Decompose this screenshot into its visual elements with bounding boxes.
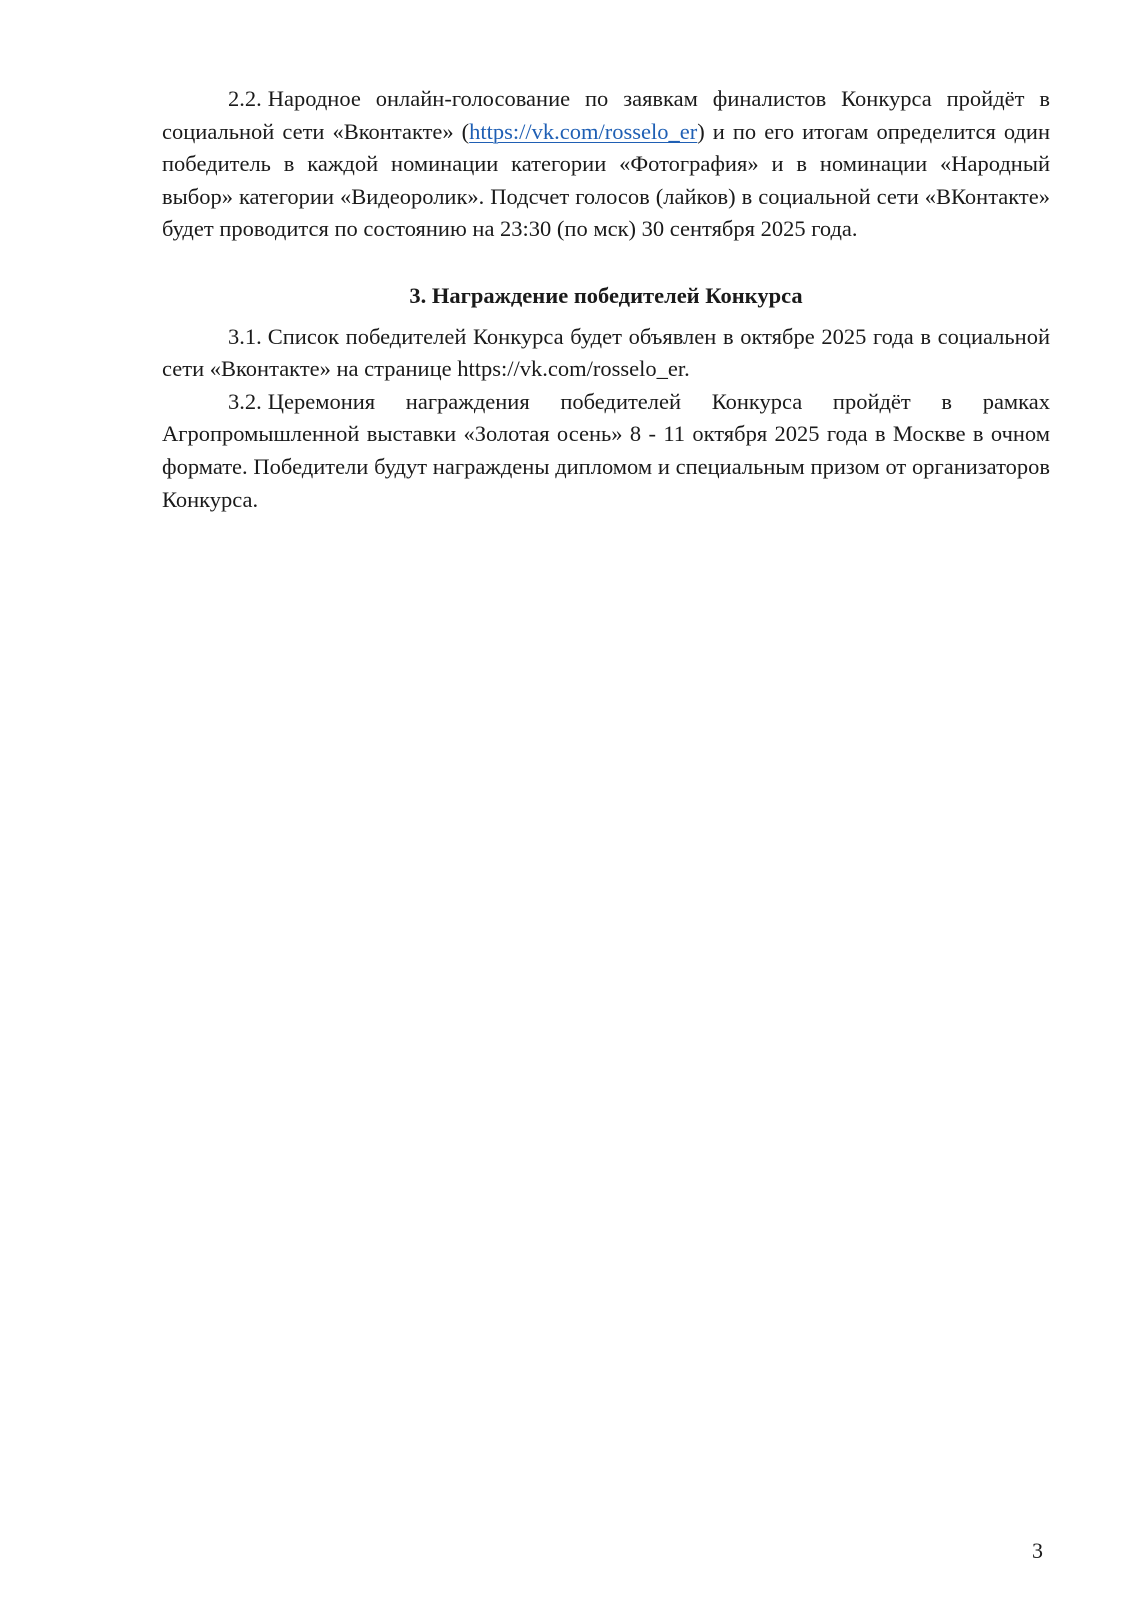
paragraph-2-2 xyxy=(162,83,1050,246)
paragraph-3-2 xyxy=(162,386,1050,516)
paragraph-text: Церемония награждения победителей Конкурса пройдёт в рамках Агропромышленной выставки «Золотая осень» 8 - 11 октября 2025 года в Москве в очном формате. Победители будут награждены дипломом и специальным призом от организаторов Конкурса. xyxy=(162,388,1050,512)
paragraph-3-1 xyxy=(162,321,1050,386)
paragraph-text-part: ) и по его итогам определится один победитель в каждой номинации категории «Фотография» и в номинации «Народный выбор» категории «Видеоролик». Подсчет голосов (лайков) в социальной сети «ВКонтакте» будет проводится по состоянию на 23:30 (по мск) 30 сентября 2025 года. xyxy=(162,118,1050,242)
paragraph-number: 3.2. xyxy=(228,388,262,414)
paragraph-number: 3.1. xyxy=(228,323,262,349)
section-heading: 3. Награждение победителей Конкурса xyxy=(409,282,803,308)
vk-link[interactable]: https://vk.com/rosselo_er xyxy=(469,118,698,144)
paragraph-text-part: Народное онлайн-голосование по заявкам финалистов Конкурса пройдёт в социальной сети «Вконтакте» ( xyxy=(162,86,1050,144)
page-number: 3 xyxy=(1032,1538,1043,1563)
paragraph-number: 2.2. xyxy=(228,86,262,111)
document-body xyxy=(162,83,1050,516)
paragraph-text: Список победителей Конкурса будет объявлен в октябре 2025 года в социальной сети «Вконтакте» на странице https://vk.com/rosselo_er. xyxy=(162,323,1050,382)
